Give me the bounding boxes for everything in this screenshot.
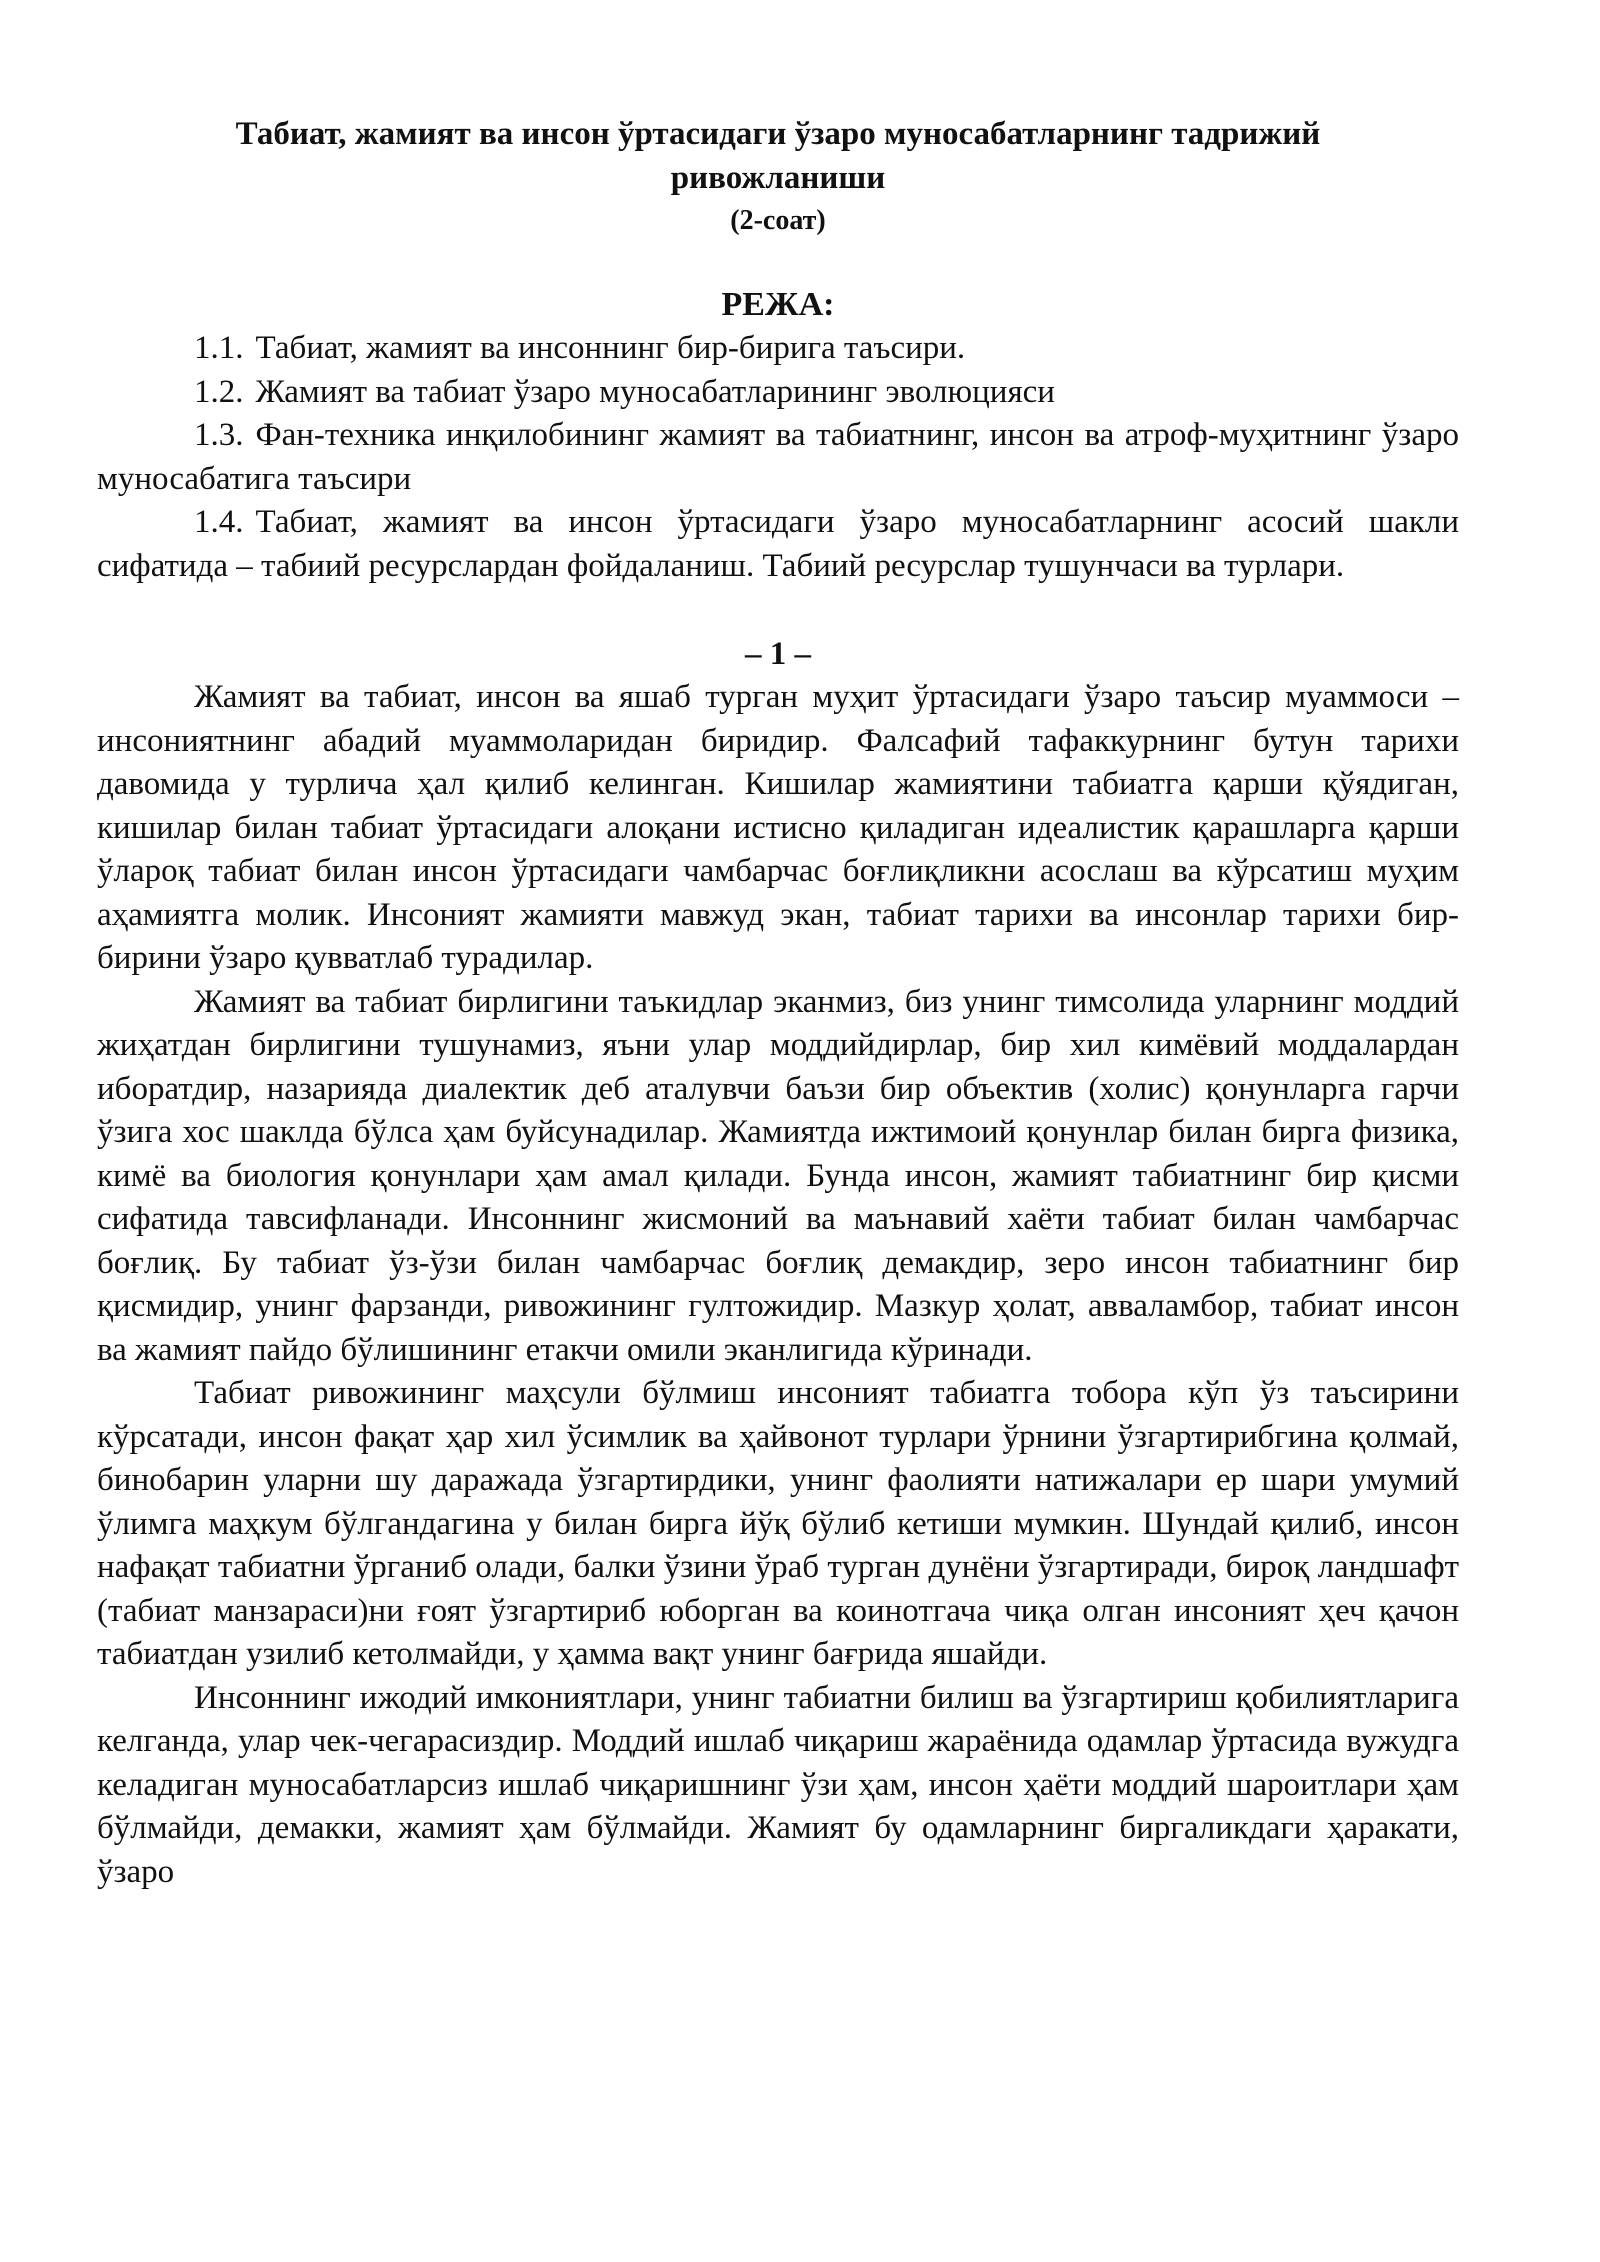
plan-item bbox=[97, 501, 1459, 588]
plan-item-number: 1.4. bbox=[194, 504, 244, 540]
plan-item-text: Табиат, жамият ва инсоннинг бир-бирига таъсири. bbox=[255, 330, 966, 366]
plan-heading: РЕЖА: bbox=[721, 286, 835, 323]
plan-item-number: 1.1. bbox=[194, 330, 244, 366]
hours-note: (2-соат) bbox=[730, 205, 826, 236]
plan-item-text: Жамият ва табиат ўзаро муносабатларининг эволюцияси bbox=[255, 373, 1055, 410]
document-page bbox=[97, 112, 1459, 1894]
plan-item-text: Фан-техника инқилобининг жамият ва табиатнинг, инсон ва атроф-муҳитнинг ўзаро муносабатига таъсири bbox=[97, 417, 1459, 497]
body-paragraph: Табиат ривожининг маҳсули бўлмиш инсоният табиатга тобора кўп ўз таъсирини кўрсатади, инсон фақат ҳар хил ўсимлик ва ҳайвонот турлари ўрнини ўзгартирибгина қолмай, бинобарин уларни шу даражада ўзгартирдики, унинг фаолияти натижалари ер шари умумий ўлимга маҳкум бўлгандагина у билан бирга йўқ бўлиб кетиши мумкин. Шундай қилиб, инсон нафақат табиатни ўрганиб олади, балки ўзини ўраб турган дунёни ўзгартиради, бироқ ландшафт (табиат манзараси)ни ғоят ўзгартириб юборган ва коинотгача чиқа олган инсоният ҳеч қачон табиатдан узилиб кетолмайди, у ҳамма вақт унинг бағрида яшайди. bbox=[97, 1375, 1459, 1672]
plan-item-text: Табиат, жамият ва инсон ўртасидаги ўзаро муносабатларнинг асосий шакли сифатида – табиий ресурслардан фойдаланиш. Табиий ресурслар тушунчаси ва турлари. bbox=[97, 504, 1459, 584]
section-number: – 1 – bbox=[745, 636, 811, 672]
plan-item-number: 1.2. bbox=[194, 373, 244, 410]
plan-list bbox=[97, 327, 1459, 588]
body-paragraph: Жамият ва табиат бирлигини таъкидлар эканмиз, биз унинг тимсолида уларнинг моддий жиҳатдан бирлигини тушунамиз, яъни улар моддийдирлар, бир хил кимёвий моддалардан иборатдир, назарияда диалектик деб аталувчи баъзи бир объектив (холис) қонунларга гарчи ўзига хос шаклда бўлса ҳам буйсунадилар. Жамиятда ижтимоий қонунлар билан бирга физика, кимё ва биология қонунлари ҳам амал қилади. Бунда инсон, жамият табиатнинг бир қисми сифатида тавсифланади. Инсоннинг жисмоний ва маънавий хаёти табиат билан чамбарчас боғлиқ. Бу табиат ўз-ўзи билан чамбарчас боғлиқ демакдир, зеро инсон табиатнинг бир қисмидир, унинг фарзанди, ривожининг гултожидир. Мазкур ҳолат, авваламбор, табиат инсон ва жамият пайдо бўлишининг етакчи омили эканлигида кўринади. bbox=[97, 983, 1459, 1368]
document-title: Табиат, жамият ва инсон ўртасидаги ўзаро муносабатларнинг тадрижий ривожланиши bbox=[235, 116, 1321, 196]
plan-item bbox=[97, 371, 1459, 415]
plan-item bbox=[97, 327, 1459, 371]
plan-item bbox=[97, 414, 1459, 501]
body-paragraph: Инсоннинг ижодий имкониятлари, унинг табиатни билиш ва ўзгартириш қобилиятларига келганда, улар чек-чегарасиздир. Моддий ишлаб чиқариш жараёнида одамлар ўртасида вужудга келадиган муносабатларсиз ишлаб чиқаришнинг ўзи ҳам, инсон ҳаёти моддий шароитлари ҳам бўлмайди, демакки, жамият ҳам бўлмайди. Жамият бу одамларнинг биргаликдаги ҳаракати, ўзаро bbox=[97, 1679, 1459, 1890]
plan-item-number: 1.3. bbox=[194, 417, 244, 453]
body-paragraph: Жамият ва табиат, инсон ва яшаб турган муҳит ўртасидаги ўзаро таъсир муаммоси – инсониятнинг абадий муаммоларидан биридир. Фалсафий тафаккурнинг бутун тарихи давомида у турлича ҳал қилиб келинган. Кишилар жамиятини табиатга қарши қўядиган, кишилар билан табиат ўртасидаги алоқани истисно қиладиган идеалистик қарашларга қарши ўлароқ табиат билан инсон ўртасидаги чамбарчас боғлиқликни асослаш ва кўрсатиш муҳим аҳамиятга молик. Инсоният жамияти мавжуд экан, табиат тарихи ва инсонлар тарихи бир-бирини ўзаро қувватлаб турадилар. bbox=[97, 679, 1459, 976]
